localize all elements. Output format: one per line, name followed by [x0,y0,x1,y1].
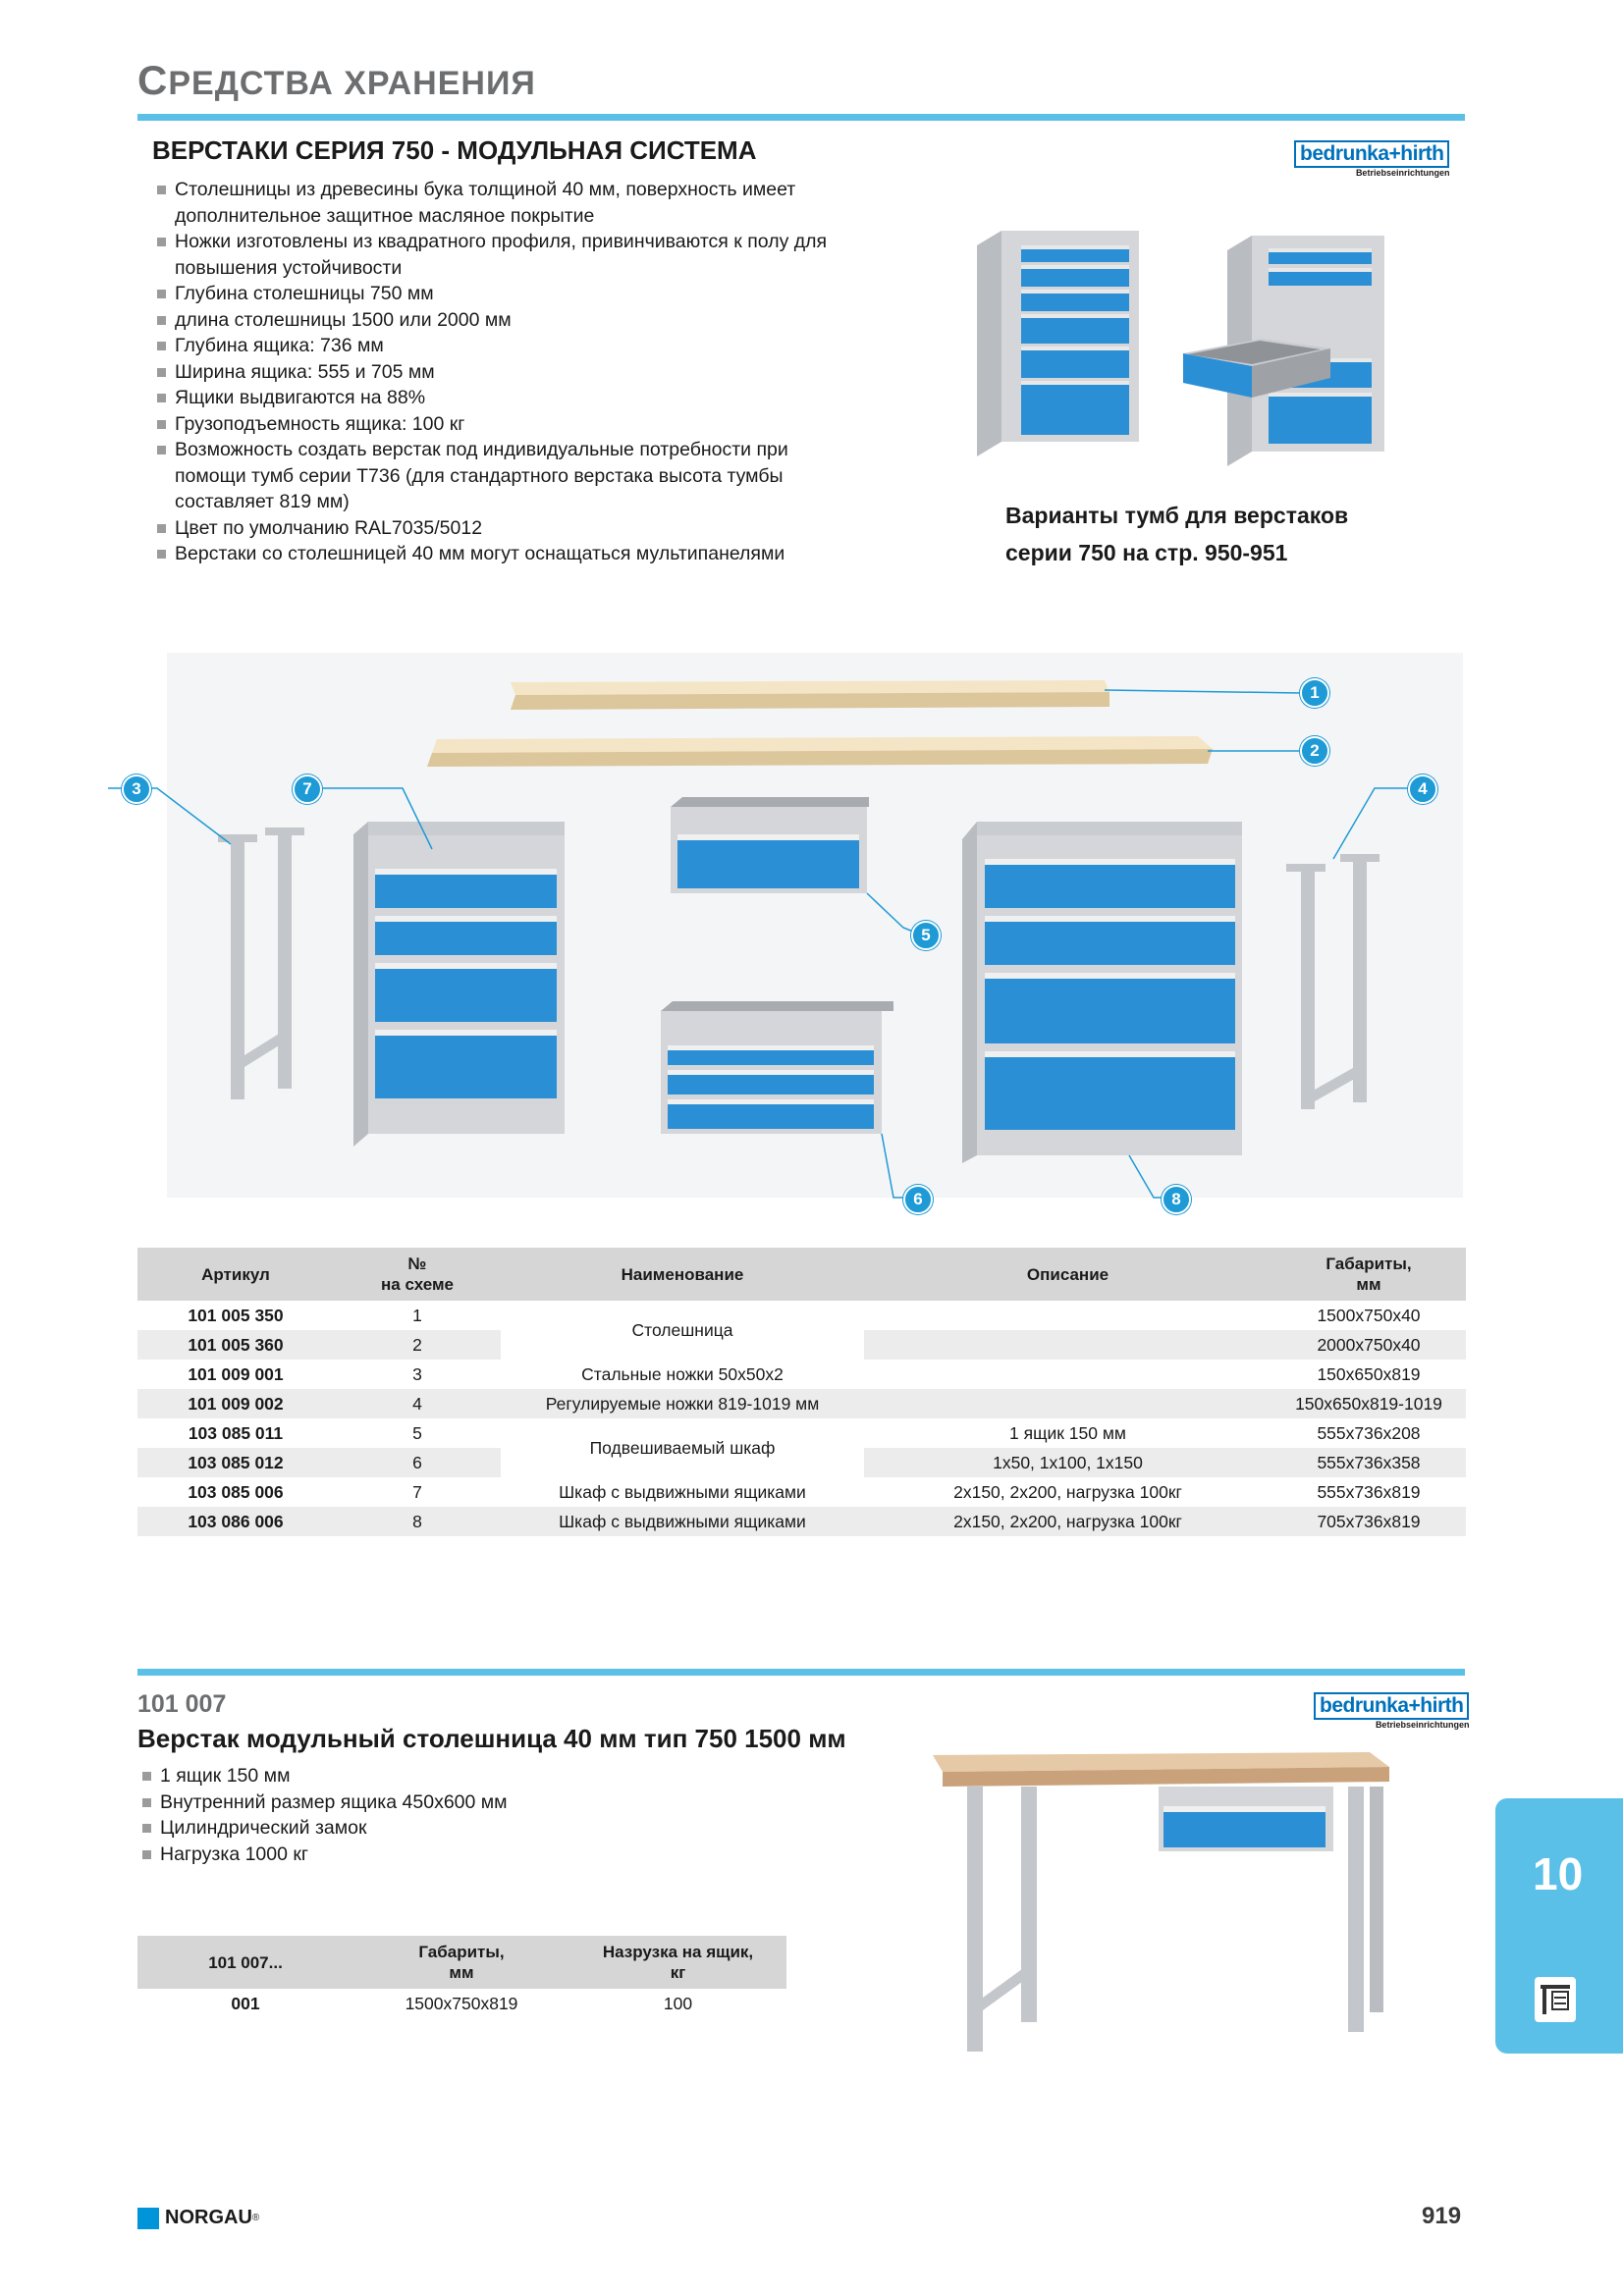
feature-item: Ящики выдвигаются на 88% [155,385,862,411]
table-row: 103 085 006 7 Шкаф с выдвижными ящиками 2x150, 2x200, нагрузка 100кг 555x736x819 [188,1481,1421,1502]
col-header-dims: Габариты, мм [1271,1248,1466,1301]
callout-4: 4 [1408,774,1437,804]
workbench-icon [1533,1975,1578,2024]
feature-item: Столешницы из древесины бука толщиной 40 мм, поверхность имеет дополнительное защитное масляное покрытие [155,177,862,229]
worktop-1500 [511,680,1109,710]
feature-item: Цвет по умолчанию RAL7035/5012 [155,515,862,542]
drawer-cabinet-555 [353,822,565,1147]
section-title: СРЕДСТВА ХРАНЕНИЯ [137,57,536,103]
modular-diagram [108,653,1483,1222]
feature-item: Цилиндрический замок [140,1815,730,1842]
callout-8: 8 [1162,1185,1191,1214]
callout-7: 7 [293,774,322,804]
feature-item: Нагрузка 1000 кг [140,1842,730,1868]
table-row: 101 009 001 3 Стальные ножки 50x50x2 150x650x819 [188,1363,1421,1384]
col-header-name: Наименование [501,1248,864,1301]
header-rule [137,114,1465,121]
feature-item: длина столешницы 1500 или 2000 мм [155,307,862,334]
feature-list [155,177,862,567]
callout-1: 1 [1300,678,1329,708]
col-header-article: 101 007... [137,1936,353,1989]
feature-item: Глубина столешницы 750 мм [155,281,862,307]
workbench-photo [928,1747,1399,2061]
product2-code: 101 007 [137,1690,227,1718]
norgau-logo-mark [137,2208,159,2229]
feature-item: Ножки изготовлены из квадратного профиля, привинчиваются к полу для повышения устойчивости [155,229,862,281]
callout-5: 5 [911,921,941,950]
parts-table [137,1248,1466,1536]
variant-table [137,1936,786,2018]
product-title: ВЕРСТАКИ СЕРИЯ 750 - МОДУЛЬНАЯ СИСТЕМА [152,135,757,165]
norgau-logo: NORGAU ® [137,2207,259,2229]
product2-rule [137,1669,1465,1676]
worktop-2000 [427,736,1213,767]
table-row: 001 1500x750x819 100 [231,1993,693,2013]
brand-logo-2: bedrunka+hirth Betriebseinrichtungen [1314,1692,1469,1730]
table-row: 101 005 350 1 Столешница 1500x750x40 [188,1305,1421,1340]
feature-item: Ширина ящика: 555 и 705 мм [155,359,862,386]
table-row: 103 085 011 5 Подвешиваемый шкаф 1 ящик 150 мм 555x736x208 [188,1422,1421,1458]
col-header-load: Назрузка на ящик, кг [569,1936,786,1989]
feature-item: 1 ящик 150 мм [140,1763,730,1789]
chapter-number: 10 [1533,1848,1584,1899]
table-row: 103 085 012 6 1x50, 1x100, 1x150 555x736x358 [137,1448,1466,1477]
drawer-cabinet-705 [962,822,1242,1163]
table-row: 103 086 006 8 Шкаф с выдвижными ящиками 2x150, 2x200, нагрузка 100кг 705x736x819 [137,1507,1466,1536]
feature-item: Глубина ящика: 736 мм [155,333,862,359]
feature-item: Внутренний размер ящика 450x600 мм [140,1789,730,1816]
hanging-cabinet-3-drawers [661,1001,893,1134]
page-number: 919 [1422,2203,1462,2229]
feature-item: Грузоподъемность ящика: 100 кг [155,411,862,438]
brand-logo: bedrunka+hirth Betriebseinrichtungen [1294,140,1449,178]
feature-item: Верстаки со столешницей 40 мм могут оснащаться мультипанелями [155,541,862,567]
callout-3: 3 [122,774,151,804]
table-header-row [137,1248,1466,1301]
chapter-tab[interactable] [1495,1798,1623,2054]
callout-6: 6 [903,1185,933,1214]
feature-item: Возможность создать верстак под индивидуальные потребности при помощи тумб серии Т736 (для стандартного верстака высота тумбы составляет 819 мм) [155,437,803,515]
table-row: 101 009 002 4 Регулируемые ножки 819-1019 мм 150x650x819-1019 [137,1389,1466,1418]
product2-feature-list [140,1763,730,1867]
col-header-dims: Габариты, мм [353,1936,569,1989]
table-header-row [137,1936,786,1989]
product2-title: Верстак модульный столешница 40 мм тип 750 1500 мм [137,1724,846,1753]
col-header-article: Артикул [137,1248,334,1301]
col-header-desc: Описание [864,1248,1271,1301]
callout-2: 2 [1300,736,1329,766]
cabinet-caption: Варианты тумб для верстаков серии 750 на стр. 950-951 [1005,503,1349,565]
col-header-num: № на схеме [334,1248,501,1301]
cabinet-photo [967,221,1438,476]
table-row: 101 005 360 2 2000x750x40 [137,1330,1466,1360]
hanging-cabinet-1-drawer [671,797,869,893]
